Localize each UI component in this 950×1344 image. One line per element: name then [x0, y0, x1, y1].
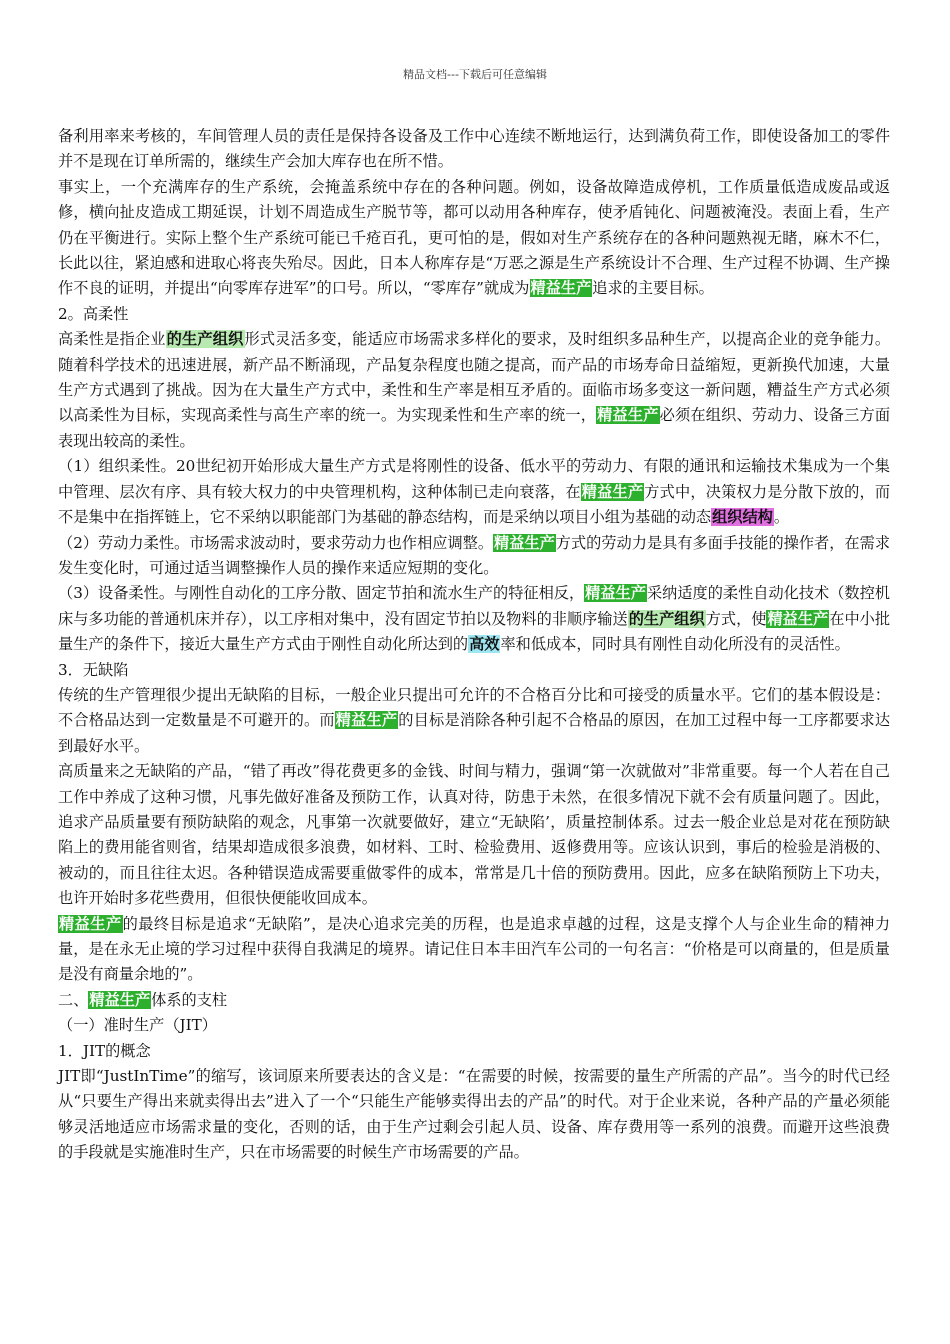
- text-run: 采纳适度的柔性自动化技术（数控机床与多功能的普通机床并存），以工序相对集中，没有固定节拍以及物料的非顺序输送: [58, 584, 890, 628]
- text-run: 的最终目标是追求“无缺陷”，是决心追求完美的历程，也是追求卓越的过程，这是支撑个人与企业生命的精神力量，是在永无止境的学习过程中获得自我满足的境界。请记住日本丰田汽车公司的一句名言：“价格是可以商量的，但是质量是没有商量余地的”。: [58, 914, 891, 984]
- highlighted-term: 精益生产: [89, 990, 151, 1009]
- text-run: （2）劳动力柔性。市场需求波动时，要求劳动力也作相应调整。: [58, 533, 494, 552]
- text-run: 1．JIT的概念: [58, 1041, 151, 1060]
- text-run: 的目标是消除各种引起不合格品的原因，在加工过程中每一工序都要求达到最好水平。: [58, 711, 891, 755]
- para-zero-defect-1: [58, 683, 890, 759]
- highlighted-term: 的生产组织: [628, 609, 705, 628]
- text-run: 传统的生产管理很少提出无缺陷的目标，一般企业只提出可允许的不合格百分比和可接受的质量水平。它们的基本假设是：不合格品达到一定数量是不可避开的。而: [58, 685, 890, 730]
- highlighted-term: 精益生产: [494, 533, 555, 552]
- para-labor-flexibility: [58, 531, 890, 582]
- para-inventory-problems: [58, 175, 890, 302]
- para-high-flexibility: [58, 327, 890, 454]
- highlighted-term: 精益生产: [597, 406, 659, 425]
- text-run: 方式，使: [705, 609, 767, 628]
- text-run: （1）组织柔性。20世纪初开始形成大量生产方式是将刚性的设备、低水平的劳动力、有限的通讯和运输技术集成为一个集中管理、层次有序、具有较大权力的中央管理机构，这种体制已走向衰落，在: [58, 457, 890, 501]
- highlighted-term: 的生产组织: [166, 330, 244, 349]
- para-jit-definition: [58, 1064, 890, 1166]
- text-run: （一）准时生产（JIT）: [58, 1016, 217, 1035]
- para-intro-continued: [58, 124, 890, 175]
- text-run: 。: [773, 508, 789, 527]
- heading-pillars: [58, 988, 890, 1013]
- heading-jit: [58, 1013, 890, 1038]
- text-run: 形式灵活多变，能适应市场需求多样化的要求，及时组织多品种生产，以提高企业的竞争能力。随着科学技术的迅速进展，新产品不断涌现，产品复杂程度也随之提高，而产品的市场寿命日益缩短，更新换代加速，大量生产方式遇到了挑战。因为在大量生产方式中，柔性和生产率是相互矛盾的。面临市场多变这一新问题，糟益生产方式必须以高柔性为目标，实现高柔性与高生产率的统一。为实现柔性和生产率的统一，: [58, 330, 891, 425]
- heading-jit-concept: [58, 1039, 890, 1064]
- para-zero-defect-3: [58, 912, 890, 988]
- text-run: 二、: [58, 990, 89, 1009]
- highlighted-term: 组织结构: [712, 508, 773, 527]
- highlighted-term: 精益生产: [767, 609, 829, 628]
- text-run: 率和低成本，同时具有刚性自动化所没有的灵活性。: [500, 635, 850, 654]
- highlighted-term: 高效: [469, 635, 500, 654]
- text-run: 高质量来之无缺陷的产品，“错了再改”得花费更多的金钱、时间与精力，强调“第一次就做对”非常重要。每一个人若在自己工作中养成了这种习惯，凡事先做好准备及预防工作，认真对待，防患于未然，在很多情况下就不会有质量问题了。因此，追求产品质量要有预防缺陷的观念，凡事第一次就要做好，建立“无缺陷’，质量控制体系。过去一般企业总是对花在预防缺陷上的费用能省则省，结果却造成很多浪费，如材料、工时、检验费用、返修费用等。应该认识到，事后的检验是消极的、被动的，而且往往太迟。各种错误造成需要重做零件的成本，常常是几十倍的预防费用。因此，应多在缺陷预防上下功夫，也许开始时多花些费用，但很快便能收回成本。: [58, 762, 890, 908]
- highlighted-term: 精益生产: [581, 482, 644, 501]
- text-run: 事实上，一个充满库存的生产系统，会掩盖系统中存在的各种问题。例如，设备故障造成停机，工作质量低造成废品或返修，横向扯皮造成工期延误，计划不周造成生产脱节等，都可以动用各种库存，使矛盾钝化、问题被淹没。表面上看，生产仍在平衡进行。实际上整个生产系统可能已千疮百孔，更可怕的是，假如对生产系统存在的各种问题熟视无睹，麻木不仁，长此以往，紧迫感和进取心将丧失殆尽。因此，日本人称库存是“万恶之源是生产系统设计不合理、生产过程不协调、生产操作不良的证明，并提出“向零库存进军”的口号。所以，“零库存”就成为: [58, 177, 890, 298]
- text-run: 备利用率来考核的，车间管理人员的责任是保持各设备及工作中心连续不断地运行，达到满负荷工作，即使设备加工的零件并不是现在订单所需的，继续生产会加大库存也在所不惜。: [58, 127, 890, 171]
- text-run: 高柔性是指企业: [58, 330, 166, 349]
- text-run: （3）设备柔性。与刚性自动化的工序分散、固定节拍和流水生产的特征相反，: [58, 584, 585, 603]
- para-equipment-flexibility: [58, 581, 890, 657]
- heading-high-flexibility: [58, 302, 890, 327]
- text-run: 体系的支柱: [151, 990, 228, 1009]
- text-run: 在中小批量生产的条件下，接近大量生产方式由于刚性自动化所达到的: [58, 609, 891, 654]
- text-run: 方式中，决策权力是分散下放的，而不是集中在指挥链上，它不采纳以职能部门为基础的静态结构，而是采纳以项目小组为基础的动态: [58, 482, 891, 527]
- text-run: JIT即“JustInTime”的缩写，该词原来所要表达的含义是：“在需要的时候，按需要的量生产所需的产品”。当今的时代已经从“只要生产得出来就卖得出去”进入了一个“只能生产能够卖得出去的产品”的时代。对于企业来说，各种产品的产量必须能够灵活地适应市场需求量的变化，否则的话，由于生产过剩会引起人员、设备、库存费用等一系列的浪费。而避开这些浪费的手段就是实施准时生产，只在市场需要的时候生产市场需要的产品。: [58, 1067, 890, 1162]
- text-run: 必须在组织、劳动力、设备三方面表现出较高的柔性。: [58, 406, 891, 450]
- text-run: 方式的劳动力是具有多面手技能的操作者，在需求发生变化时，可通过适当调整操作人员的操作来适应短期的变化。: [58, 533, 891, 577]
- para-org-flexibility: [58, 454, 890, 530]
- heading-zero-defect: [58, 658, 890, 683]
- para-zero-defect-2: [58, 759, 890, 911]
- highlighted-term: 精益生产: [335, 711, 398, 730]
- text-run: 2。高柔性: [58, 304, 129, 323]
- highlighted-term: 精益生产: [59, 914, 122, 933]
- highlighted-term: 精益生产: [530, 279, 592, 298]
- text-run: 3．无缺陷: [58, 660, 129, 679]
- page-header: 精品文档---下载后可任意编辑: [403, 68, 547, 81]
- highlighted-term: 精益生产: [585, 584, 646, 603]
- document-body: [58, 124, 890, 1166]
- text-run: 追求的主要目标。: [592, 279, 714, 298]
